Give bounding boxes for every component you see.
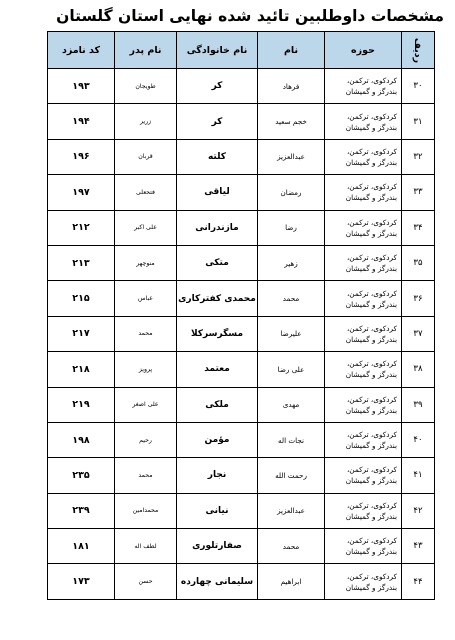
first-name-cell: رحمت الله	[258, 458, 325, 493]
area-line-2: بندرگز و گمیشان	[345, 334, 397, 344]
first-name-cell: محمد	[258, 281, 325, 316]
area-cell	[325, 564, 402, 599]
header-first-name: نام	[258, 32, 325, 69]
table-row	[48, 422, 435, 457]
last-name-cell: کلته	[177, 139, 258, 174]
table-row	[48, 564, 435, 599]
area-line-1: کردکوی، ترکمن،	[346, 111, 397, 121]
header-father-name: نام پدر	[115, 32, 177, 69]
area-cell	[325, 387, 402, 422]
area-line-1: کردکوی، ترکمن،	[346, 323, 397, 333]
table-row	[48, 245, 435, 280]
header-candidate-code: کد نامزد	[48, 32, 115, 69]
candidate-code-cell: ۱۹۴	[48, 104, 115, 139]
table-row	[48, 69, 435, 104]
area-cell	[325, 493, 402, 528]
table-row	[48, 104, 435, 139]
area-line-1: کردکوی، ترکمن،	[346, 536, 397, 546]
row-number-cell: ۳۵	[402, 245, 435, 280]
row-number-cell: ۳۹	[402, 387, 435, 422]
father-name-cell: علی اکبر	[115, 210, 177, 245]
row-number-cell: ۳۷	[402, 316, 435, 351]
last-name-cell: محمدی کفترکاری	[177, 281, 258, 316]
candidate-code-cell: ۱۹۷	[48, 175, 115, 210]
father-name-cell: لطف اله	[115, 529, 177, 564]
candidate-code-cell: ۲۱۵	[48, 281, 115, 316]
area-line-2: بندرگز و گمیشان	[345, 405, 397, 415]
candidate-code-cell: ۱۷۳	[48, 564, 115, 599]
last-name-cell: نیانی	[177, 493, 258, 528]
area-line-1: کردکوی، ترکمن،	[346, 571, 397, 581]
area-line-1: کردکوی، ترکمن،	[346, 76, 397, 86]
first-name-cell: محمد	[258, 529, 325, 564]
table-row	[48, 281, 435, 316]
area-line-1: کردکوی، ترکمن،	[346, 288, 397, 298]
area-line-2: بندرگز و گمیشان	[345, 370, 397, 380]
last-name-cell: مسگرسرکلا	[177, 316, 258, 351]
table-row	[48, 139, 435, 174]
area-line-1: کردکوی، ترکمن،	[346, 146, 397, 156]
father-name-cell: علی اصغر	[115, 387, 177, 422]
area-line-1: کردکوی، ترکمن،	[346, 394, 397, 404]
area-cell	[325, 316, 402, 351]
last-name-cell: نجار	[177, 458, 258, 493]
page-title: مشخصات داوطلبین تائید شده نهایی استان گلستان	[56, 7, 444, 25]
area-cell	[325, 529, 402, 564]
first-name-cell: ابراهیم	[258, 564, 325, 599]
row-number-cell: ۴۱	[402, 458, 435, 493]
last-name-cell: ملکی	[177, 387, 258, 422]
area-line-2: بندرگز و گمیشان	[345, 547, 397, 557]
area-line-2: بندرگز و گمیشان	[345, 193, 397, 203]
first-name-cell: علیرضا	[258, 316, 325, 351]
area-line-2: بندرگز و گمیشان	[345, 87, 397, 97]
area-cell	[325, 458, 402, 493]
table-row	[48, 387, 435, 422]
first-name-cell: رضا	[258, 210, 325, 245]
father-name-cell: منوچهر	[115, 245, 177, 280]
row-number-cell: ۳۲	[402, 139, 435, 174]
area-line-1: کردکوی، ترکمن،	[346, 500, 397, 510]
area-cell	[325, 175, 402, 210]
row-number-cell: ۳۶	[402, 281, 435, 316]
father-name-cell: زریر	[115, 104, 177, 139]
row-number-cell: ۳۰	[402, 69, 435, 104]
area-line-2: بندرگز و گمیشان	[345, 511, 397, 521]
candidate-code-cell: ۱۸۱	[48, 529, 115, 564]
row-number-cell: ۴۰	[402, 422, 435, 457]
last-name-cell: کر	[177, 104, 258, 139]
row-number-cell: ۳۳	[402, 175, 435, 210]
area-line-1: کردکوی، ترکمن،	[346, 182, 397, 192]
candidate-code-cell: ۲۱۹	[48, 387, 115, 422]
table-row	[48, 493, 435, 528]
father-name-cell: حسن	[115, 564, 177, 599]
last-name-cell: مؤمن	[177, 422, 258, 457]
row-number-cell: ۴۴	[402, 564, 435, 599]
area-cell	[325, 104, 402, 139]
table-row	[48, 458, 435, 493]
area-line-2: بندرگز و گمیشان	[345, 441, 397, 451]
last-name-cell: متکی	[177, 245, 258, 280]
area-cell	[325, 139, 402, 174]
row-number-cell: ۳۸	[402, 352, 435, 387]
candidate-code-cell: ۲۱۸	[48, 352, 115, 387]
row-number-cell: ۳۱	[402, 104, 435, 139]
last-name-cell: سلیمانی چهارده	[177, 564, 258, 599]
first-name-cell: مهدی	[258, 387, 325, 422]
father-name-cell: پرویز	[115, 352, 177, 387]
father-name-cell: محمدامین	[115, 493, 177, 528]
table-row	[48, 529, 435, 564]
row-number-cell: ۴۳	[402, 529, 435, 564]
candidate-code-cell: ۱۹۶	[48, 139, 115, 174]
table-row	[48, 210, 435, 245]
area-line-2: بندرگز و گمیشان	[345, 264, 397, 274]
last-name-cell: کر	[177, 69, 258, 104]
candidate-code-cell: ۲۱۲	[48, 210, 115, 245]
first-name-cell: عبدالعزیز	[258, 139, 325, 174]
area-line-2: بندرگز و گمیشان	[345, 228, 397, 238]
father-name-cell: رحیم	[115, 422, 177, 457]
area-line-1: کردکوی، ترکمن،	[346, 253, 397, 263]
header-area: حوزه	[325, 32, 402, 69]
last-name-cell: مازندرانی	[177, 210, 258, 245]
area-cell	[325, 281, 402, 316]
first-name-cell: علی رضا	[258, 352, 325, 387]
candidate-code-cell: ۱۹۳	[48, 69, 115, 104]
area-line-2: بندرگز و گمیشان	[345, 476, 397, 486]
area-line-1: کردکوی، ترکمن،	[346, 217, 397, 227]
area-line-1: کردکوی، ترکمن،	[346, 465, 397, 475]
area-cell	[325, 245, 402, 280]
area-line-2: بندرگز و گمیشان	[345, 582, 397, 592]
candidate-code-cell: ۲۳۹	[48, 493, 115, 528]
area-line-2: بندرگز و گمیشان	[345, 157, 397, 167]
first-name-cell: فرهاد	[258, 69, 325, 104]
last-name-cell: صفارتلوری	[177, 529, 258, 564]
header-last-name: نام خانوادگی	[177, 32, 258, 69]
area-line-1: کردکوی، ترکمن،	[346, 430, 397, 440]
father-name-cell: محمد	[115, 458, 177, 493]
area-cell	[325, 352, 402, 387]
row-number-cell: ۳۴	[402, 210, 435, 245]
father-name-cell: محمد	[115, 316, 177, 351]
first-name-cell: رمضان	[258, 175, 325, 210]
first-name-cell: زهیر	[258, 245, 325, 280]
header-row	[48, 32, 435, 69]
candidate-code-cell: ۱۹۸	[48, 422, 115, 457]
area-line-1: کردکوی، ترکمن،	[346, 359, 397, 369]
candidate-code-cell: ۲۳۵	[48, 458, 115, 493]
area-cell	[325, 422, 402, 457]
table-row	[48, 316, 435, 351]
father-name-cell: طویجان	[115, 69, 177, 104]
table-header	[48, 32, 435, 69]
table-row	[48, 175, 435, 210]
father-name-cell: قربان	[115, 139, 177, 174]
father-name-cell: فتحعلی	[115, 175, 177, 210]
candidate-code-cell: ۲۱۷	[48, 316, 115, 351]
area-cell	[325, 69, 402, 104]
last-name-cell: معتمد	[177, 352, 258, 387]
first-name-cell: نجات اله	[258, 422, 325, 457]
header-row-number: ردیف	[402, 32, 435, 69]
candidate-code-cell: ۲۱۳	[48, 245, 115, 280]
last-name-cell: لیاقی	[177, 175, 258, 210]
area-line-2: بندرگز و گمیشان	[345, 299, 397, 309]
candidates-table	[47, 31, 435, 600]
first-name-cell: عبدالعزیز	[258, 493, 325, 528]
father-name-cell: عباس	[115, 281, 177, 316]
table-body	[48, 69, 435, 600]
table-row	[48, 352, 435, 387]
row-number-cell: ۴۲	[402, 493, 435, 528]
first-name-cell: خجم سعید	[258, 104, 325, 139]
area-cell	[325, 210, 402, 245]
area-line-2: بندرگز و گمیشان	[345, 122, 397, 132]
